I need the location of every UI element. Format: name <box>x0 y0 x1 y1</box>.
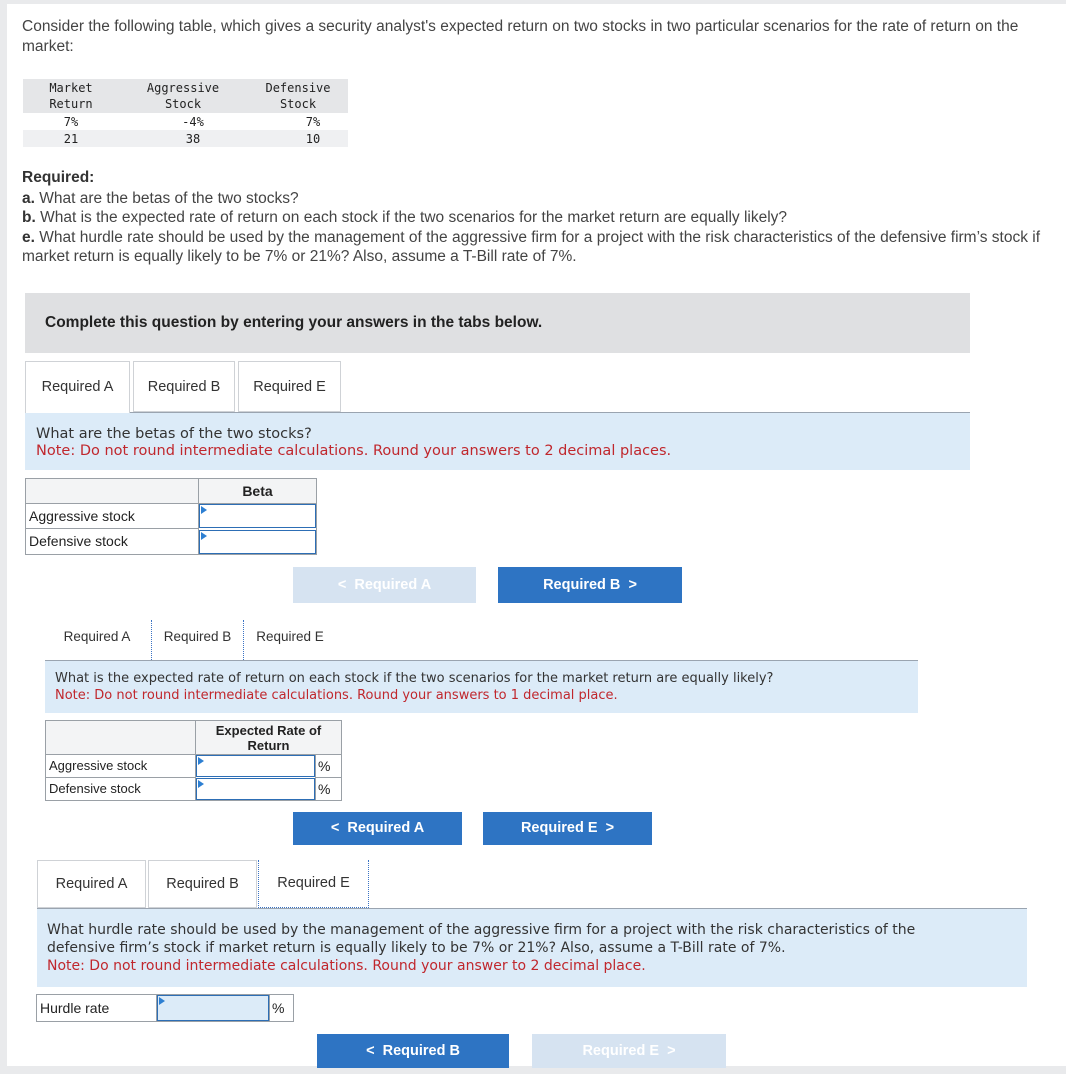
return-column-header: Expected Rate of Return <box>195 720 342 755</box>
chevron-left-icon: < <box>337 577 347 593</box>
tab-required-e-e[interactable]: Required E <box>258 860 369 908</box>
required-b: b. What is the expected rate of return on each stock if the two scenarios for the market return are equally likely? <box>22 209 788 226</box>
question-e-line2: defensive firm’s stock if market return is equally likely to be 7% or 21%? Also, assume a T-Bill rate of 7%. <box>47 940 786 956</box>
tab-required-b-b[interactable]: Required B <box>151 620 244 660</box>
page <box>7 4 1066 1066</box>
required-a: a. What are the betas of the two stocks? <box>22 190 299 207</box>
tab-required-b-e[interactable]: Required B <box>148 860 257 908</box>
question-box-a <box>25 413 970 470</box>
return-row-aggressive: Aggressive stock <box>45 754 196 778</box>
note-e: Note: Do not round intermediate calculations. Round your answer to 2 decimal place. <box>47 958 646 974</box>
question-a: What are the betas of the two stocks? <box>36 426 312 442</box>
beta-aggressive-input[interactable] <box>199 504 316 528</box>
prev-required-a-button[interactable]: < Required A <box>293 567 476 603</box>
scenario-table <box>23 79 348 147</box>
return-defensive-unit: % <box>315 777 342 801</box>
chevron-right-icon: > <box>628 577 637 593</box>
prev-required-a-button-b[interactable]: < Required A <box>293 812 462 845</box>
question-e-line1: What hurdle rate should be used by the management of the aggressive firm for a project with the risk characteristics of the <box>47 922 916 938</box>
cell-market-1: 7% <box>63 115 79 129</box>
tab-required-e[interactable]: Required E <box>238 361 341 412</box>
instructions-banner: Complete this question by entering your answers in the tabs below. <box>25 293 970 353</box>
return-table-corner <box>45 720 196 755</box>
header-defensive-stock: Defensive Stock <box>265 81 331 111</box>
next-required-b-button[interactable]: Required B > <box>498 567 682 603</box>
note-a: Note: Do not round intermediate calculations. Round your answers to 2 decimal places. <box>36 443 672 459</box>
return-aggressive-unit: % <box>315 754 342 778</box>
chevron-left-icon: < <box>330 820 340 836</box>
required-e: e. What hurdle rate should be used by the management of the aggressive firm for a project with the risk characteristics of the defensive firm’s stock if market return is equally likely to be 7% or 21%? Also, assume a T-Bill rate of 7%. <box>22 229 1041 265</box>
beta-row-aggressive: Aggressive stock <box>25 503 199 529</box>
return-aggressive-input[interactable] <box>196 755 315 777</box>
tab-required-a[interactable]: Required A <box>25 361 130 413</box>
chevron-right-icon: > <box>667 1043 676 1059</box>
next-required-e-button[interactable]: Required E > <box>483 812 652 845</box>
beta-defensive-input[interactable] <box>199 530 316 554</box>
return-row-defensive: Defensive stock <box>45 777 196 801</box>
note-b: Note: Do not round intermediate calculations. Round your answers to 1 decimal place. <box>55 688 618 703</box>
cell-defensive-2: 10 <box>305 132 321 146</box>
tab-required-e-b[interactable]: Required E <box>244 620 336 660</box>
chevron-left-icon: < <box>366 1043 375 1059</box>
question-box-e <box>37 909 1027 987</box>
question-box-b <box>45 661 918 713</box>
cell-aggressive-2: 38 <box>185 132 201 146</box>
chevron-right-icon: > <box>605 820 615 836</box>
tab-required-b[interactable]: Required B <box>133 361 235 412</box>
beta-row-defensive: Defensive stock <box>25 528 199 555</box>
cell-market-2: 21 <box>63 132 79 146</box>
cell-aggressive-1: -4% <box>182 115 204 129</box>
header-aggressive-stock: Aggressive Stock <box>146 81 220 111</box>
header-market-return: Market Return <box>49 81 93 111</box>
return-defensive-input[interactable] <box>196 778 315 800</box>
prev-required-b-button[interactable]: < Required B <box>317 1034 509 1068</box>
question-b: What is the expected rate of return on each stock if the two scenarios for the market return are equally likely? <box>55 671 774 686</box>
next-required-e-button-disabled[interactable]: Required E > <box>532 1034 726 1068</box>
beta-table-corner <box>25 478 199 504</box>
beta-column-header: Beta <box>198 478 317 504</box>
hurdle-rate-label: Hurdle rate <box>36 994 157 1022</box>
tab-required-a-b[interactable]: Required A <box>45 620 149 660</box>
hurdle-rate-input[interactable] <box>157 995 269 1021</box>
intro-text: Consider the following table, which gives a security analyst's expected return on two stocks in two particular scenarios for the rate of return on the market: <box>22 18 1019 55</box>
cell-defensive-1: 7% <box>305 115 321 129</box>
tab-required-a-e[interactable]: Required A <box>37 860 146 908</box>
required-heading: Required: <box>22 169 95 186</box>
hurdle-rate-unit: % <box>269 994 294 1022</box>
